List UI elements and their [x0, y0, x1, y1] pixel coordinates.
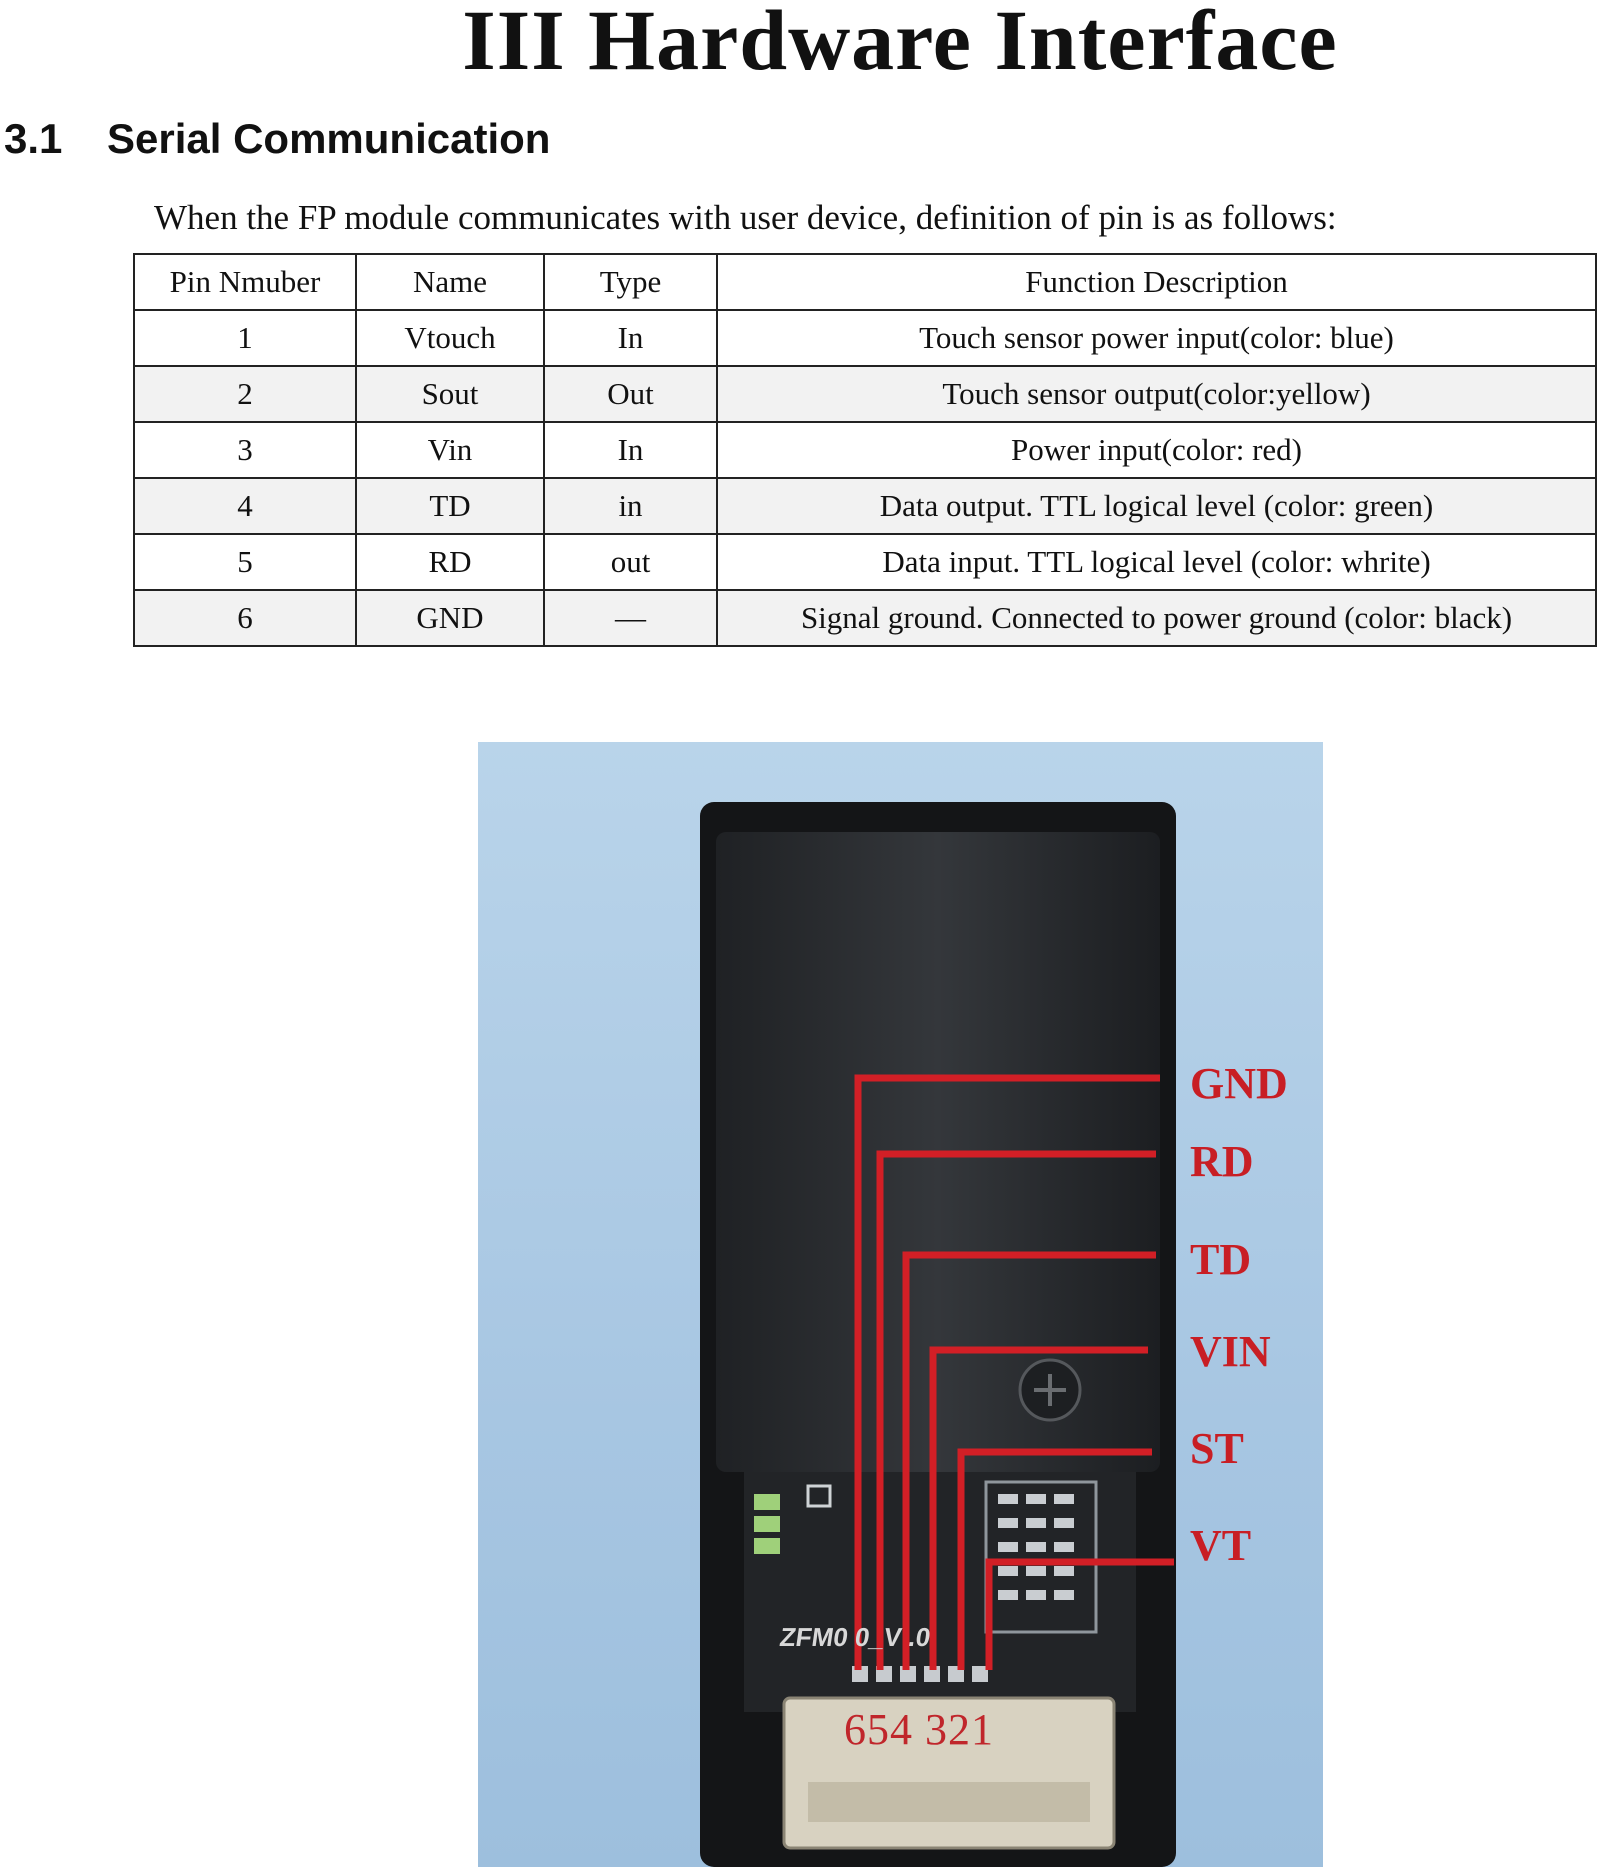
table-row: [134, 422, 1596, 478]
pin-label-td: TD: [1190, 1235, 1252, 1284]
pin-name-cell: RD: [356, 534, 544, 590]
pin-number-cell: 4: [134, 478, 356, 534]
intro-text: When the FP module communicates with user device, definition of pin is as follows:: [154, 198, 1337, 237]
board-pad: [754, 1494, 780, 1510]
pin-label-gnd: GND: [1190, 1059, 1288, 1108]
pin-label-st: ST: [1190, 1424, 1244, 1473]
pin-function-cell: Power input(color: red): [717, 422, 1596, 478]
table-row: [134, 310, 1596, 366]
module-photo: [478, 742, 1323, 1867]
pin-type-cell: —: [544, 590, 717, 646]
pin-function-cell: Data input. TTL logical level (color: whrite): [717, 534, 1596, 590]
module-illustration: [478, 742, 1323, 1867]
table-row: [134, 534, 1596, 590]
table-header-row: [134, 254, 1596, 310]
pin-number-cell: 3: [134, 422, 356, 478]
pin-name-cell: Vtouch: [356, 310, 544, 366]
pin-name-cell: Vin: [356, 422, 544, 478]
pin-name-cell: GND: [356, 590, 544, 646]
column-header: Name: [356, 254, 544, 310]
connector-slot: [808, 1782, 1090, 1822]
connector-pin-numbers: 654 321: [844, 1705, 994, 1754]
pin-number-cell: 1: [134, 310, 356, 366]
pin-label-vin: VIN: [1190, 1327, 1271, 1376]
board-pad: [754, 1516, 780, 1532]
pin-number-cell: 2: [134, 366, 356, 422]
pin-number-cell: 5: [134, 534, 356, 590]
pin-function-cell: Touch sensor power input(color: blue): [717, 310, 1596, 366]
pin-type-cell: In: [544, 422, 717, 478]
table-row: [134, 366, 1596, 422]
pin-label-vt: VT: [1190, 1521, 1252, 1570]
section-title: Serial Communication: [107, 115, 551, 162]
pin-type-cell: out: [544, 534, 717, 590]
pin-type-cell: In: [544, 310, 717, 366]
column-header: Pin Nmuber: [134, 254, 356, 310]
pin-number-cell: 6: [134, 590, 356, 646]
section-number: 3.1: [4, 115, 63, 162]
table-row: [134, 590, 1596, 646]
pin-name-cell: TD: [356, 478, 544, 534]
board-marking: ZFM0 0_V .0: [777, 1622, 933, 1652]
pin-function-cell: Data output. TTL logical level (color: green): [717, 478, 1596, 534]
section-heading: [4, 114, 550, 164]
pin-name-cell: Sout: [356, 366, 544, 422]
table-row: [134, 478, 1596, 534]
page-title: III Hardware Interface: [462, 0, 1338, 88]
column-header: Function Description: [717, 254, 1596, 310]
pin-function-cell: Touch sensor output(color:yellow): [717, 366, 1596, 422]
pin-type-cell: Out: [544, 366, 717, 422]
pin-label-rd: RD: [1190, 1137, 1254, 1186]
pin-type-cell: in: [544, 478, 717, 534]
pin-function-cell: Signal ground. Connected to power ground (color: black): [717, 590, 1596, 646]
board-pad: [754, 1538, 780, 1554]
column-header: Type: [544, 254, 717, 310]
pin-definition-table: [133, 253, 1597, 647]
